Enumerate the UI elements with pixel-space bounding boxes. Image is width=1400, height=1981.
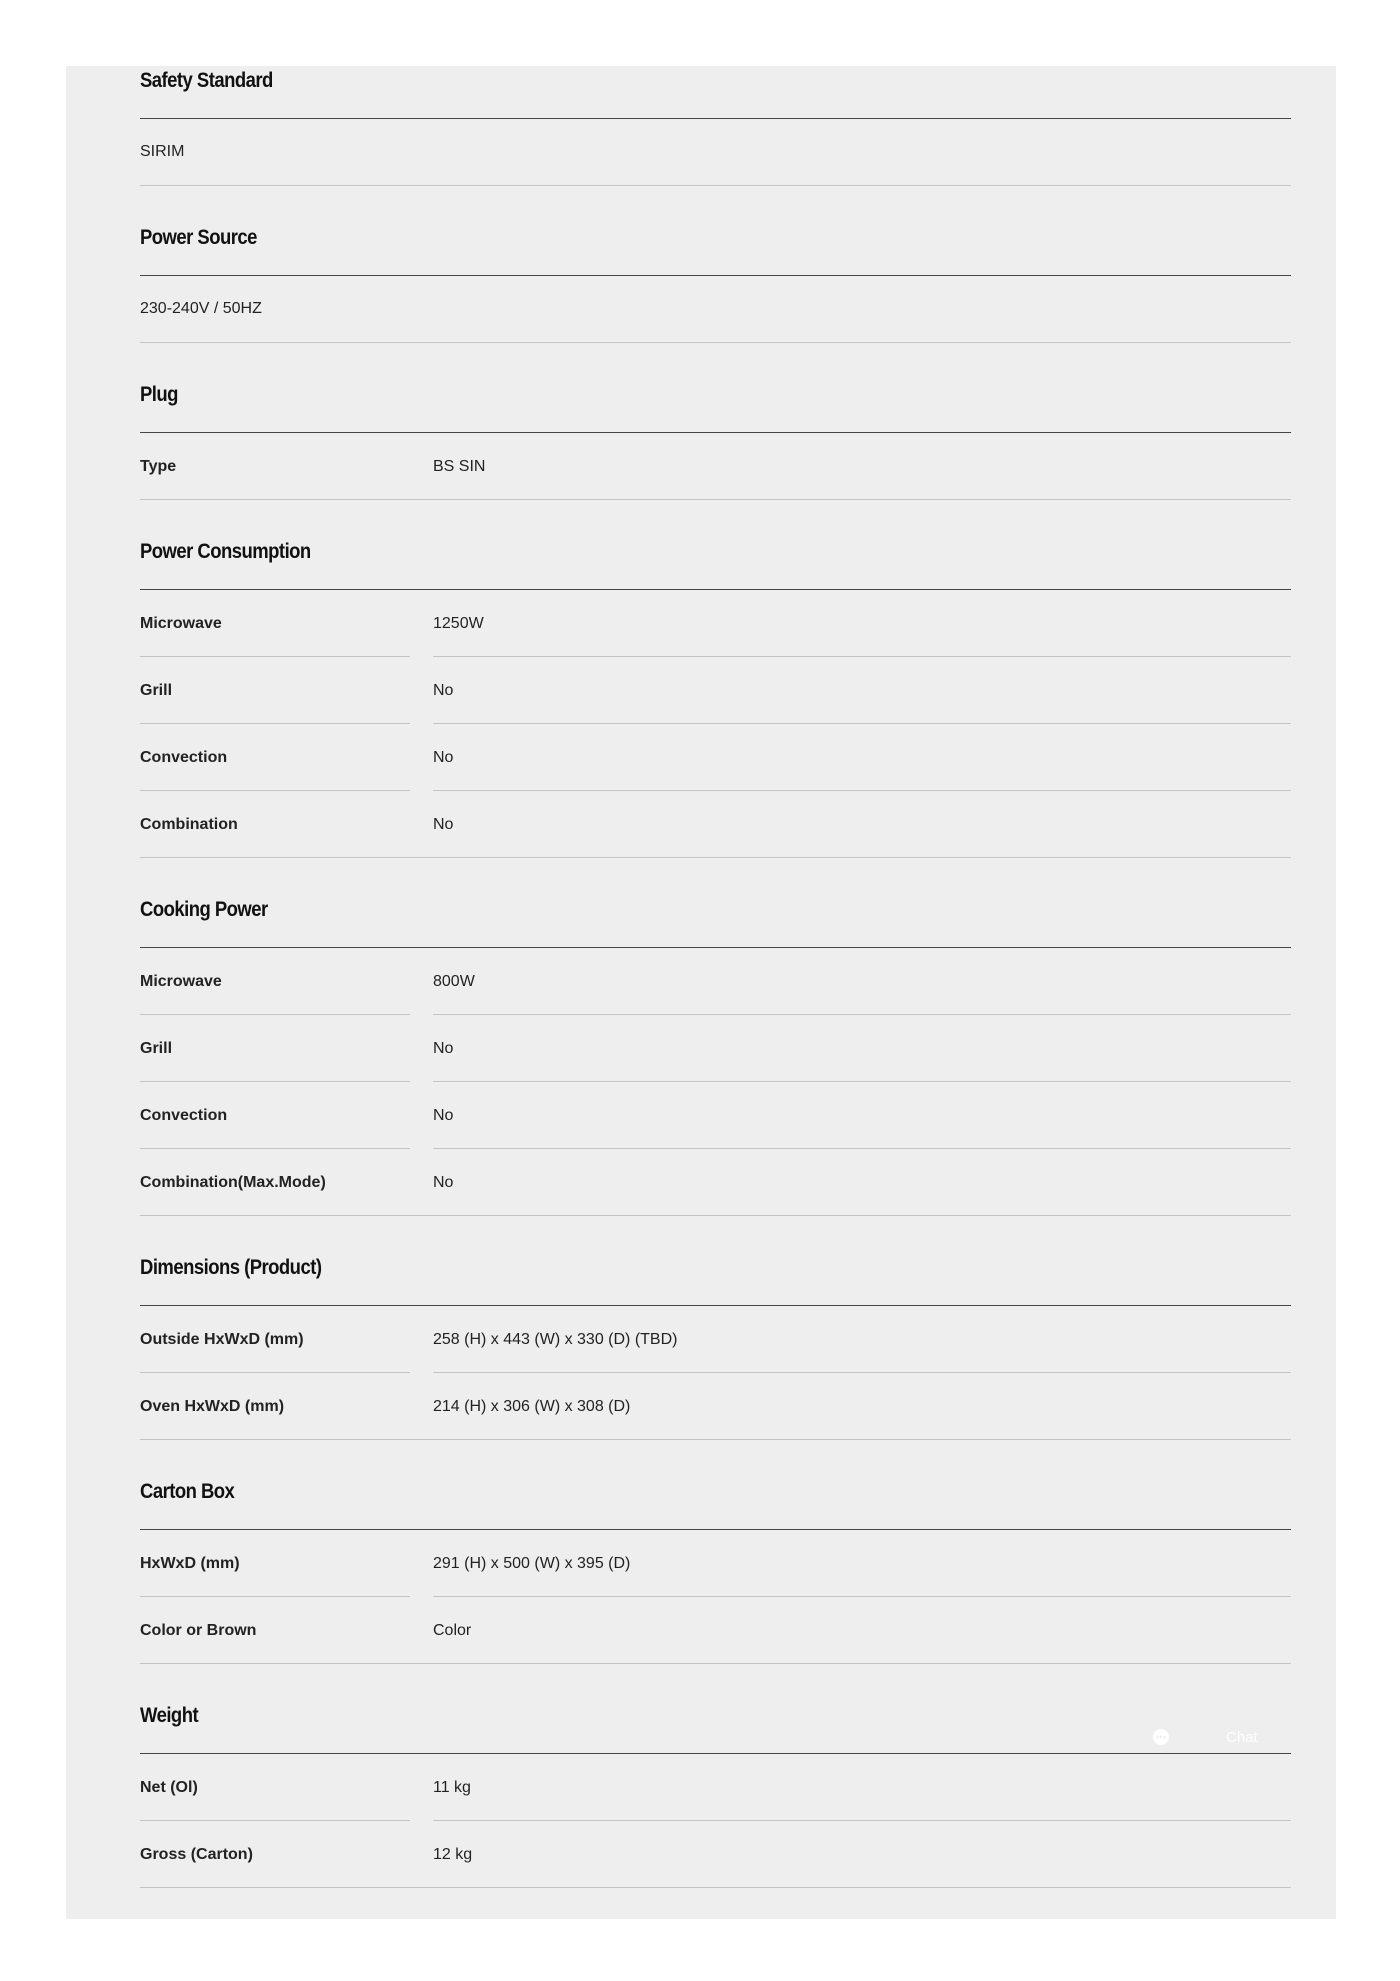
section-gap — [140, 858, 1291, 895]
section-title — [140, 66, 1291, 119]
spec-label: Grill — [140, 682, 173, 699]
section-gap — [140, 343, 1291, 380]
section-title-text: Weight — [140, 1704, 199, 1727]
row-divider — [140, 1215, 1291, 1216]
spec-row — [140, 433, 1291, 500]
section-title-text: Power Source — [140, 226, 257, 249]
spec-row — [140, 1306, 1291, 1373]
spec-label: Combination — [140, 816, 238, 833]
section-gap — [140, 1664, 1291, 1701]
section-title — [140, 380, 1291, 433]
section-title-text: Safety Standard — [140, 69, 273, 92]
spec-label: Combination(Max.Mode) — [140, 1174, 326, 1191]
spec-label: Net (Ol) — [140, 1779, 198, 1796]
spec-value: 291 (H) x 500 (W) x 395 (D) — [433, 1555, 631, 1572]
spec-row — [140, 1082, 1291, 1149]
section-title — [140, 1477, 1291, 1530]
spec-row — [140, 1015, 1291, 1082]
spec-row — [140, 590, 1291, 657]
section-title-text: Carton Box — [140, 1480, 235, 1503]
spec-label: Grill — [140, 1040, 173, 1057]
spec-value: 214 (H) x 306 (W) x 308 (D) — [433, 1398, 631, 1415]
row-divider — [140, 1439, 1291, 1440]
spec-row — [140, 119, 1291, 186]
section-title — [140, 1701, 1291, 1754]
chat-label: Chat — [1226, 1728, 1258, 1746]
spec-value: No — [433, 749, 454, 766]
spec-row — [140, 1821, 1291, 1888]
section-title — [140, 1253, 1291, 1306]
section-gap — [140, 186, 1291, 223]
spec-value: 1250W — [433, 615, 484, 632]
spec-value: 12 kg — [433, 1846, 473, 1863]
spec-value: 230-240V / 50HZ — [140, 300, 262, 317]
spec-label: Convection — [140, 1107, 228, 1124]
spec-label: Oven HxWxD (mm) — [140, 1398, 285, 1415]
spec-row — [140, 1373, 1291, 1440]
section-gap — [140, 1440, 1291, 1477]
section-gap — [140, 500, 1291, 537]
row-divider — [140, 499, 1291, 500]
section-gap — [140, 1216, 1291, 1253]
section-title — [140, 223, 1291, 276]
row-divider — [140, 342, 1291, 343]
spec-label: Convection — [140, 749, 228, 766]
row-divider — [140, 185, 1291, 186]
spec-row — [140, 724, 1291, 791]
section-title — [140, 895, 1291, 948]
spec-row — [140, 276, 1291, 343]
spec-value: No — [433, 1107, 454, 1124]
spec-row — [140, 1597, 1291, 1664]
spec-label: HxWxD (mm) — [140, 1555, 240, 1572]
spec-row — [140, 657, 1291, 724]
spec-label: Microwave — [140, 615, 222, 632]
spec-row — [140, 1149, 1291, 1216]
row-divider — [140, 857, 1291, 858]
section-title-text: Power Consumption — [140, 540, 311, 563]
spec-label: Type — [140, 458, 177, 475]
chat-bubble-icon — [1152, 1728, 1170, 1746]
chat-button[interactable] — [1152, 1723, 1297, 1751]
spec-row — [140, 1754, 1291, 1821]
spec-label: Color or Brown — [140, 1622, 257, 1639]
spec-value: No — [433, 816, 454, 833]
section-title-text: Cooking Power — [140, 898, 268, 921]
spec-row — [140, 1530, 1291, 1597]
row-divider — [140, 1663, 1291, 1664]
spec-value: SIRIM — [140, 143, 185, 160]
row-divider — [140, 1887, 1291, 1888]
spec-row — [140, 948, 1291, 1015]
spec-value: 258 (H) x 443 (W) x 330 (D) (TBD) — [433, 1331, 678, 1348]
spec-value: 11 kg — [433, 1779, 471, 1796]
spec-value: No — [433, 1040, 454, 1057]
spec-value: BS SIN — [433, 458, 486, 475]
spec-value: No — [433, 1174, 454, 1191]
section-title-text: Plug — [140, 383, 178, 406]
spec-label: Microwave — [140, 973, 222, 990]
spec-row — [140, 791, 1291, 858]
section-title-text: Dimensions (Product) — [140, 1256, 322, 1279]
spec-value: Color — [433, 1622, 472, 1639]
spec-label: Gross (Carton) — [140, 1846, 253, 1863]
section-title — [140, 537, 1291, 590]
spec-label: Outside HxWxD (mm) — [140, 1331, 304, 1348]
spec-value: No — [433, 682, 454, 699]
spec-list — [140, 66, 1291, 1888]
spec-value: 800W — [433, 973, 475, 990]
